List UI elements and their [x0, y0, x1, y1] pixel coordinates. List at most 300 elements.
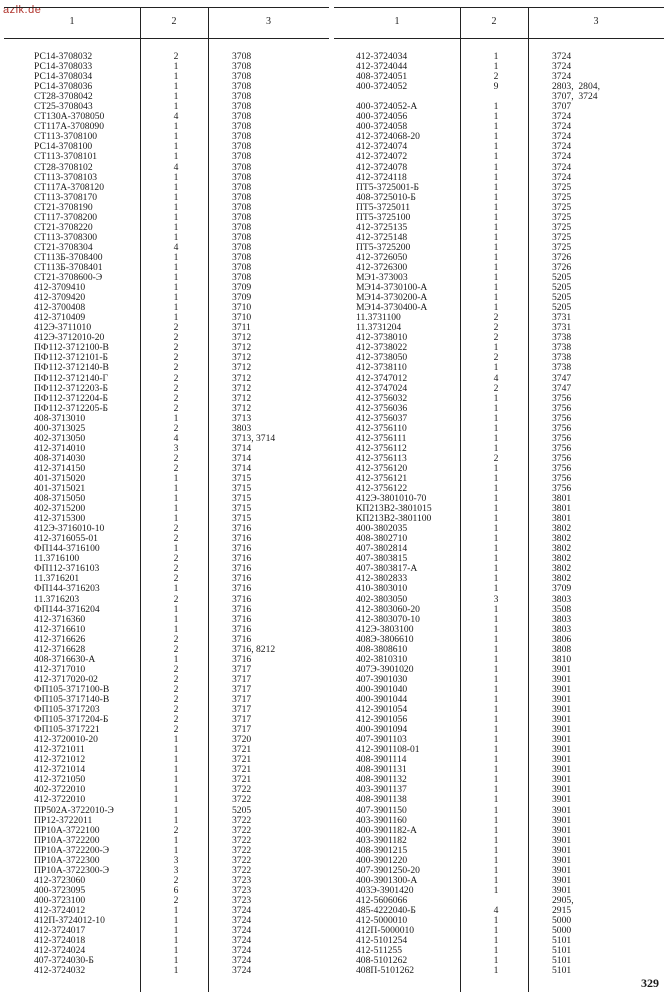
- quantity: 1: [173, 754, 179, 766]
- quantity: 1: [493, 945, 499, 957]
- quantity: 2: [173, 51, 179, 62]
- group-code: 3724: [552, 121, 572, 133]
- quantity: 1: [173, 412, 179, 424]
- quantity: 1: [173, 472, 179, 484]
- group-code: 3901: [552, 884, 572, 896]
- group-code: 3708: [232, 251, 252, 263]
- part-number: 407-3802814: [356, 543, 408, 555]
- right-table: [334, 7, 664, 992]
- part-number: КП213В2-3801100: [356, 513, 432, 525]
- part-number: 412-3724024: [34, 945, 86, 957]
- part-number: 412-3756111: [356, 432, 407, 444]
- part-number: РС14-3708032: [34, 51, 93, 62]
- quantity: 2: [493, 382, 499, 394]
- group-code: 3738: [552, 342, 572, 354]
- part-number: 11.3731204: [356, 322, 402, 334]
- part-number: 412-3716360: [34, 613, 86, 625]
- part-number: 412-3726050: [356, 251, 408, 263]
- group-code: 3708: [232, 71, 252, 83]
- part-number: 412-3756112: [356, 442, 407, 454]
- part-number: 408Э-3806610: [356, 633, 414, 645]
- quantity: 1: [493, 874, 499, 886]
- group-code: 3808: [552, 643, 572, 655]
- group-code: 3722: [232, 824, 252, 836]
- part-number: 412-3710409: [34, 312, 86, 324]
- group-code: 3715: [232, 472, 252, 484]
- part-number: ПР10А-3722300: [34, 854, 100, 866]
- part-number: ФП144-3716100: [34, 543, 100, 555]
- quantity: 3: [173, 854, 179, 866]
- group-code: 3801: [552, 513, 572, 525]
- part-number: 412-3709410: [34, 282, 86, 294]
- group-code: 3708: [232, 51, 252, 62]
- group-code: 5101: [552, 965, 572, 977]
- group-code: 3708: [232, 81, 252, 93]
- part-number: 412-3738050: [356, 352, 408, 364]
- group-code: 3901: [552, 754, 572, 766]
- quantity: 1: [493, 101, 499, 113]
- header-col-1: 1: [394, 16, 400, 27]
- part-number: 407-3803815: [356, 553, 408, 565]
- group-code: 2905,: [552, 894, 574, 906]
- group-code: 3801: [552, 503, 572, 515]
- quantity: 1: [173, 221, 179, 233]
- group-code: 3725: [552, 181, 572, 193]
- group-code: 3901: [552, 683, 572, 695]
- part-number: ФП105-3717140-В: [34, 694, 110, 705]
- quantity: 1: [493, 161, 499, 173]
- group-code: 3724: [552, 51, 572, 62]
- group-code: 3713, 3714: [232, 432, 276, 444]
- group-code: 5101: [552, 945, 572, 957]
- part-number: ПТ5-3725001-Б: [356, 181, 420, 193]
- group-code: 3722: [232, 794, 252, 806]
- quantity: 2: [173, 402, 179, 414]
- group-code: 3720: [232, 734, 252, 746]
- group-code: 3810: [552, 653, 572, 665]
- group-code: 3725: [552, 221, 572, 233]
- header-col-1: 1: [69, 16, 75, 27]
- group-code: 3802: [552, 573, 572, 585]
- part-number: 408-3901215: [356, 844, 408, 856]
- quantity: 1: [173, 191, 179, 203]
- part-number: 402-3810310: [356, 653, 408, 665]
- part-number: 412-3756032: [356, 392, 408, 404]
- group-code: 3711: [232, 322, 251, 334]
- left-table: [4, 7, 329, 992]
- part-number: 403-3901137: [356, 784, 407, 796]
- part-number: 407-3901250-20: [356, 864, 420, 876]
- quantity: 1: [493, 432, 499, 444]
- part-number: 400-3724052: [356, 81, 408, 93]
- part-number: ПТ5-3725100: [356, 211, 411, 223]
- quantity: 1: [173, 201, 179, 213]
- part-number: 412-3723060: [34, 874, 86, 886]
- quantity: 1: [173, 814, 179, 826]
- quantity: 1: [493, 613, 499, 625]
- group-column: [552, 52, 600, 976]
- part-number: 11.3716203: [34, 593, 80, 605]
- group-code: 3901: [552, 874, 572, 886]
- quantity: 1: [493, 292, 499, 304]
- group-code: 3724: [552, 161, 572, 173]
- part-number: СТ113-3708101: [34, 151, 98, 163]
- part-number: 407Э-3901020: [356, 663, 414, 675]
- group-code: 3901: [552, 864, 572, 876]
- quantity: 1: [173, 292, 179, 304]
- quantity: 1: [173, 261, 179, 273]
- part-number: 400-3724058: [356, 121, 408, 133]
- group-code: 3725: [552, 211, 572, 223]
- part-number: МЭ14-3730100-А: [356, 282, 428, 294]
- part-number: СТ113Б-3708400: [34, 251, 103, 263]
- group-code: 3723: [232, 894, 252, 906]
- quantity: 1: [493, 483, 499, 495]
- part-number: 412-3724072: [356, 151, 408, 163]
- quantity: 1: [173, 915, 179, 927]
- quantity: 3: [493, 593, 499, 605]
- part-number: 408-5101262: [356, 955, 408, 967]
- part-number: СТ117А-3708120: [34, 181, 104, 193]
- quantity: 1: [493, 623, 499, 635]
- quantity: 1: [173, 251, 179, 263]
- watermark: azlk.de: [3, 4, 42, 16]
- part-number: 408-3715050: [34, 493, 86, 505]
- part-number: 412-3717020-02: [34, 673, 98, 685]
- group-code: 3722: [232, 834, 252, 846]
- group-code: 3721: [232, 754, 252, 766]
- group-code: 3713: [232, 412, 252, 424]
- quantity: 2: [173, 553, 179, 565]
- quantity: 2: [173, 452, 179, 464]
- group-code: 3756: [552, 422, 572, 434]
- group-code: 3724: [552, 111, 572, 123]
- quantity: 1: [173, 302, 179, 314]
- quantity: 2: [173, 714, 179, 726]
- quantity: 2: [173, 332, 179, 344]
- quantity: 1: [493, 784, 499, 796]
- part-number: 412-3756122: [356, 483, 408, 495]
- quantity: 1: [493, 844, 499, 856]
- quantity: 2: [173, 683, 179, 695]
- group-code: 3724: [552, 71, 572, 83]
- quantity: 1: [493, 673, 499, 685]
- group-code: 3712: [232, 372, 252, 384]
- quantity: 1: [493, 814, 499, 826]
- quantity: 1: [493, 663, 499, 675]
- quantity: 1: [173, 613, 179, 625]
- quantity: 1: [493, 282, 499, 294]
- quantity: 2: [493, 352, 499, 364]
- part-number: МЭ1-373003: [356, 272, 408, 284]
- quantity: 2: [173, 352, 179, 364]
- part-number: 412П-5000010: [356, 925, 415, 937]
- group-code: 3712: [232, 362, 252, 374]
- part-number: 400-3901220: [356, 854, 408, 866]
- group-code: 3722: [232, 784, 252, 796]
- part-number: ПФ112-3712100-В: [34, 342, 109, 354]
- group-code: 3901: [552, 794, 572, 806]
- quantity: 1: [493, 231, 499, 243]
- part-number: 410-3803010: [356, 583, 408, 595]
- group-code: 3709: [232, 292, 252, 304]
- part-number: МЭ14-3730400-А: [356, 302, 428, 314]
- group-code: 3747: [552, 372, 572, 384]
- part-number: ПФ112-3712204-Б: [34, 392, 109, 404]
- part-number: 400-3901182-А: [356, 824, 417, 836]
- quantity: 1: [173, 503, 179, 515]
- part-number: 401-3715020: [34, 472, 86, 484]
- part-number: 412-3717010: [34, 663, 86, 675]
- part-number: ПФ112-3712203-Б: [34, 382, 109, 394]
- quantity: 1: [493, 392, 499, 404]
- header-col-3: 3: [266, 16, 271, 27]
- group-code: 3901: [552, 844, 572, 856]
- part-number: ФП112-3716103: [34, 563, 100, 575]
- quantity: 4: [493, 372, 499, 384]
- part-number: 485-4222040-Б: [356, 904, 416, 916]
- part-number: ФП144-3716203: [34, 583, 100, 595]
- group-code: 3708: [232, 221, 252, 233]
- quantity: 1: [173, 543, 179, 555]
- group-code: 3708: [232, 201, 252, 213]
- group-code: 2915: [552, 904, 572, 916]
- quantity: 1: [173, 171, 179, 183]
- quantity: 1: [493, 151, 499, 163]
- group-code: 3708: [232, 101, 252, 113]
- group-code: 3721: [232, 744, 252, 756]
- group-code: 3756: [552, 412, 572, 424]
- part-number: 412-3724078: [356, 161, 408, 173]
- group-code: 5101: [552, 955, 572, 967]
- quantity: 1: [493, 503, 499, 515]
- quantity: 1: [493, 141, 499, 153]
- quantity: 1: [493, 302, 499, 314]
- part-number: 408-3808610: [356, 643, 408, 655]
- quantity: 1: [493, 965, 499, 977]
- quantity: 1: [173, 131, 179, 143]
- group-code: 3716: [232, 523, 252, 535]
- part-number: 402-3715200: [34, 503, 86, 515]
- group-code: 3721: [232, 764, 252, 776]
- part-number-column: [356, 52, 432, 976]
- part-number: 412-511255: [356, 945, 403, 957]
- quantity: 1: [173, 784, 179, 796]
- quantity: 3: [173, 442, 179, 454]
- group-code: 3901: [552, 804, 572, 816]
- group-code: 3708: [232, 151, 252, 163]
- part-number: 412-3756037: [356, 412, 408, 424]
- quantity: 1: [493, 251, 499, 263]
- group-code: 3724: [552, 131, 572, 143]
- quantity: 4: [173, 241, 179, 253]
- quantity: 1: [493, 925, 499, 937]
- part-number: 408-3724051: [356, 71, 408, 83]
- group-code: 3801: [552, 493, 572, 505]
- quantity: 1: [173, 583, 179, 595]
- part-number: ПТ5-3725200: [356, 241, 411, 253]
- group-code: 3708: [232, 131, 252, 143]
- group-code: 3712: [232, 342, 252, 354]
- page-number: 329: [641, 976, 659, 990]
- quantity: 1: [493, 513, 499, 525]
- group-code: 3709: [232, 282, 252, 294]
- quantity: 1: [493, 362, 499, 374]
- group-code: 3731: [552, 312, 572, 324]
- part-number: СТ113-3708170: [34, 191, 98, 203]
- part-number: 408-3713010: [34, 412, 86, 424]
- part-number: 412-3725148: [356, 231, 408, 243]
- quantity: 1: [493, 854, 499, 866]
- quantity: 1: [173, 121, 179, 133]
- group-code: 3722: [232, 864, 252, 876]
- group-code: 3714: [232, 452, 252, 464]
- quantity: 1: [493, 221, 499, 233]
- quantity: 1: [493, 633, 499, 645]
- quantity: 1: [493, 412, 499, 424]
- quantity: 2: [173, 533, 179, 545]
- group-code: 3712: [232, 332, 252, 344]
- quantity: 2: [173, 422, 179, 434]
- quantity: 1: [173, 764, 179, 776]
- part-number: РС14-3708033: [34, 61, 93, 73]
- part-number: 412-3721012: [34, 754, 86, 766]
- column-divider: [208, 8, 209, 992]
- group-code: 3802: [552, 543, 572, 555]
- part-number: 408-3714030: [34, 452, 86, 464]
- part-number: 412-3724018: [34, 935, 86, 947]
- quantity: 1: [173, 483, 179, 495]
- part-number: 412-3803060-20: [356, 603, 420, 615]
- quantity: 1: [173, 945, 179, 957]
- group-code: 3717: [232, 673, 252, 685]
- header-col-2: 2: [491, 16, 497, 27]
- group-code: 3901: [552, 673, 572, 685]
- group-code: 5205: [232, 804, 252, 816]
- quantity: 1: [493, 804, 499, 816]
- group-code: 5205: [552, 292, 572, 304]
- quantity: 1: [493, 683, 499, 695]
- quantity: 1: [173, 282, 179, 294]
- group-code: 3715: [232, 493, 252, 505]
- group-column: [232, 52, 275, 976]
- part-number: 401-3715021: [34, 483, 86, 495]
- right-table-header: [334, 8, 664, 39]
- group-code: 3716: [232, 613, 252, 625]
- part-number: 412-3725135: [356, 221, 408, 233]
- group-code: 3716: [232, 553, 252, 565]
- part-number: 412-3724034: [356, 51, 408, 62]
- group-code: 3738: [552, 362, 572, 374]
- column-divider: [140, 8, 141, 992]
- part-number: 408-3716630-А: [34, 653, 96, 665]
- part-number: 412-3756036: [356, 402, 408, 414]
- group-code: 3717: [232, 704, 252, 716]
- group-code: 3724: [232, 965, 252, 977]
- group-code: 3708: [232, 161, 252, 173]
- part-number: 412-3724032: [34, 965, 86, 977]
- part-number: 412-3724012: [34, 904, 86, 916]
- group-code: 3708: [232, 121, 252, 133]
- group-code: 3710: [232, 302, 252, 314]
- group-code: 5000: [552, 925, 572, 937]
- part-number: СТ113-3708100: [34, 131, 98, 143]
- quantity: 2: [173, 342, 179, 354]
- part-number: 412-3747012: [356, 372, 408, 384]
- part-number: ПФ112-3712205-Б: [34, 402, 109, 414]
- quantity: 1: [493, 583, 499, 595]
- quantity: 4: [173, 432, 179, 444]
- quantity: 2: [493, 332, 499, 344]
- part-number: СТ117-3708200: [34, 211, 98, 223]
- part-number: РС14-3708100: [34, 141, 93, 153]
- group-code: 3708: [232, 211, 252, 223]
- part-number: 412-3716626: [34, 633, 86, 645]
- part-number: 412-3720010-20: [34, 734, 98, 746]
- group-code: 3803: [552, 623, 572, 635]
- part-number: СТ21-3708600-Э: [34, 272, 103, 284]
- group-code: 3716: [232, 573, 252, 585]
- part-number: ФП144-3716204: [34, 603, 100, 615]
- quantity: 1: [493, 111, 499, 123]
- quantity: 1: [173, 935, 179, 947]
- quantity: 1: [173, 904, 179, 916]
- quantity: 2: [493, 71, 499, 83]
- part-number: 402-3722010: [34, 784, 86, 796]
- quantity: 1: [173, 181, 179, 193]
- group-code: 3738: [552, 352, 572, 364]
- group-code: 3709: [552, 583, 572, 595]
- group-code: 3714: [232, 442, 252, 454]
- group-code: 3716: [232, 653, 252, 665]
- part-number: 412-3802833: [356, 573, 408, 585]
- quantity: 1: [493, 422, 499, 434]
- quantity: 1: [493, 201, 499, 213]
- quantity: 2: [173, 724, 179, 736]
- group-code: 3716: [232, 563, 252, 575]
- part-number: 412-5606066: [356, 894, 408, 906]
- group-code: 3722: [232, 844, 252, 856]
- part-number: 400-3713025: [34, 422, 86, 434]
- group-code: 3716: [232, 603, 252, 615]
- group-code: 2803, 2804,: [552, 81, 600, 93]
- part-number: 400-3901094: [356, 724, 408, 736]
- quantity: 1: [493, 714, 499, 726]
- part-number: 402-3803050: [356, 593, 408, 605]
- part-number: 408-3901131: [356, 764, 407, 776]
- part-number: 407-3901103: [356, 734, 407, 746]
- group-code: 3724: [552, 171, 572, 183]
- quantity: 4: [173, 111, 179, 123]
- quantity: 1: [173, 81, 179, 93]
- group-code: 3901: [552, 704, 572, 716]
- part-number: СТ113-3708300: [34, 231, 98, 243]
- part-number: 412-3901056: [356, 714, 408, 726]
- group-code: 3901: [552, 694, 572, 705]
- quantity: 1: [493, 402, 499, 414]
- part-number: СТ113Б-3708401: [34, 261, 103, 273]
- quantity: 1: [493, 241, 499, 253]
- quantity: 1: [493, 61, 499, 73]
- quantity: 1: [173, 603, 179, 615]
- part-number: ПР10А-3722300-Э: [34, 864, 110, 876]
- quantity: 1: [493, 553, 499, 565]
- quantity: 9: [493, 81, 499, 93]
- part-number: СТ21-3708304: [34, 241, 93, 253]
- group-code: 5205: [552, 282, 572, 294]
- group-code: 3738: [552, 332, 572, 344]
- quantity: 1: [173, 623, 179, 635]
